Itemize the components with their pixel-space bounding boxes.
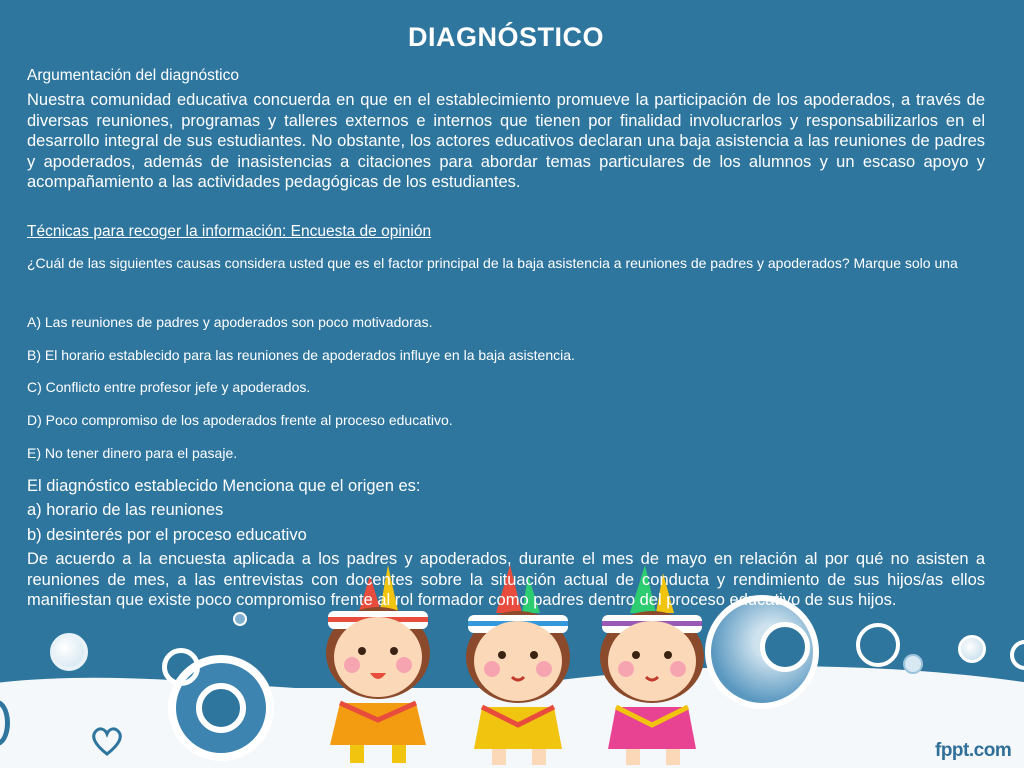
heart-icon <box>90 726 124 756</box>
bubble-ring-left <box>162 648 200 686</box>
survey-option-d: D) Poco compromiso de los apoderados frente al proceso educativo. <box>27 412 453 428</box>
survey-question: ¿Cuál de las siguientes causas considera usted que es el factor principal de la baja asistencia a reuniones de padres y apoderados? Marque solo una <box>27 255 958 271</box>
survey-option-c: C) Conflicto entre profesor jefe y apoderados. <box>27 379 311 395</box>
slide-title: DIAGNÓSTICO <box>407 22 604 52</box>
bubble-ring-right <box>856 623 900 667</box>
conclusion-paragraph: De acuerdo a la encuesta aplicada a los padres y apoderados, durante el mes de mayo en relación al por qué no asisten a reuniones de mes, a las entrevistas con docentes sobre la situación actual de conducta y rendimiento de sus hijos/as ellos manifiestan que existe poco compromiso frente al rol formador como padres dentro del proceso educativo de sus hijos. <box>27 550 985 609</box>
section-heading-argument: Argumentación del diagnóstico <box>27 67 239 84</box>
origin-item-b: b) desinterés por el proceso educativo <box>27 526 307 544</box>
diagnosis-intro: El diagnóstico establecido Menciona que el origen es: <box>27 477 421 495</box>
section-heading-techniques: Técnicas para recoger la información: Encuesta de opinión <box>27 223 432 240</box>
bubble-big-right-inner <box>760 622 810 672</box>
survey-option-b: B) El horario establecido para las reuniones de apoderados influye en la baja asistencia. <box>27 347 575 363</box>
fppt-logo: fppt.com <box>935 740 1012 761</box>
argument-paragraph: Nuestra comunidad educativa concuerda en que en el establecimiento promueve la participación de los apoderados, a través de diversas reuniones, programas y talleres externos e internos que tienen por finalidad involucrarlos y responsabilizarlos en el desarrollo integral de sus estudiantes. No obstante, los actores educativos declaran una baja asistencia a las reuniones de padres y apoderados, además de inasistencias a citaciones para abordar temas particulares de los alumnos y un escaso apoyo y acompañamiento a las actividades pedagógicas de los estudiantes. <box>27 91 985 191</box>
bubble-large-left-inner <box>196 683 246 733</box>
survey-option-e: E) No tener dinero para el pasaje. <box>27 445 238 461</box>
bubble-small-left <box>50 633 88 671</box>
bubble-small-right <box>958 635 986 663</box>
survey-option-a: A) Las reuniones de padres y apoderados son poco motivadoras. <box>27 314 433 330</box>
origin-item-a: a) horario de las reuniones <box>27 501 224 519</box>
bubble-tiny-right <box>903 654 923 674</box>
bubble-tiny-left <box>233 612 247 626</box>
